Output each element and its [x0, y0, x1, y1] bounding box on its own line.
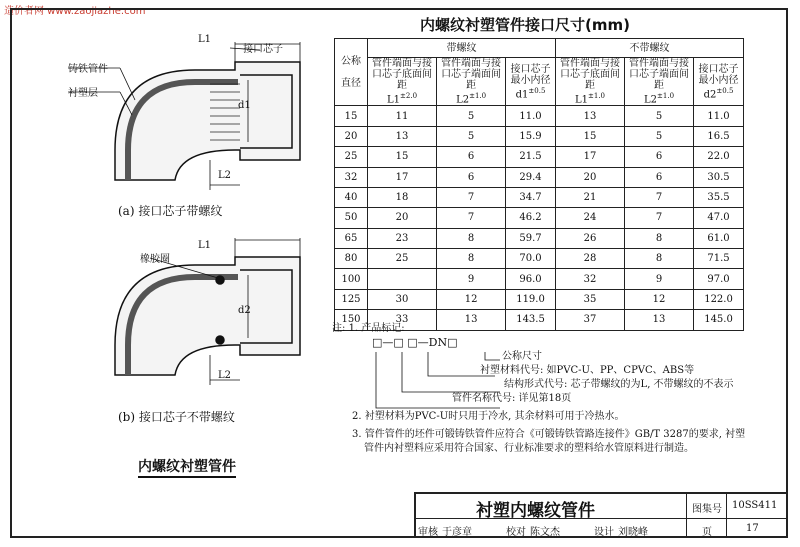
table-cell: 15 [368, 147, 437, 167]
table-cell: 12 [625, 289, 694, 309]
table-cell: 13 [555, 106, 624, 126]
table-cell: 15 [335, 106, 368, 126]
drawing-name: 衬塑内螺纹管件 [476, 501, 595, 521]
table-row [335, 106, 744, 126]
table-cell: 7 [437, 187, 506, 207]
table-cell: 9 [625, 269, 694, 289]
table-cell: 30.5 [694, 167, 744, 187]
label-l1-a: L1 [198, 34, 212, 45]
table-cell: 34.7 [506, 187, 556, 207]
label-core: 接口芯子 [243, 44, 283, 55]
watermark: 造价者网 www.zaojiazhe.com [4, 6, 146, 17]
atlas-label: 图集号 [692, 504, 722, 515]
table-cell: 13 [437, 310, 506, 330]
table-row [335, 187, 744, 207]
table-cell: 119.0 [506, 289, 556, 309]
table-cell: 11 [368, 106, 437, 126]
label-l2-a: L2 [218, 170, 232, 181]
table-cell: 47.0 [694, 208, 744, 228]
table-cell: 29.4 [506, 167, 556, 187]
table-cell: 6 [625, 167, 694, 187]
table-cell: 11.0 [694, 106, 744, 126]
table-cell: 21 [555, 187, 624, 207]
label-lining: 衬塑层 [68, 88, 98, 99]
table-cell: 6 [437, 147, 506, 167]
table-cell: 8 [625, 249, 694, 269]
table-cell: 24 [555, 208, 624, 228]
table-cell: 40 [335, 187, 368, 207]
header-l2-threaded: 管件端面与接口芯子端面间距 $L2^{\pm 1.0}$ [437, 58, 506, 106]
note-3a: 3. 管件管件的坯件可锻铸铁管件应符合《可锻铸铁管路连接件》GB/T 3287的要求, 衬塑 [352, 429, 746, 440]
table-cell: 15 [555, 126, 624, 146]
header-l1-threaded: 管件端面与接口芯子底面间距 $L1^{\pm 2.0}$ [368, 58, 437, 106]
table-cell: 61.0 [694, 228, 744, 248]
section-title: 内螺纹衬塑管件 [138, 456, 236, 478]
title-block [414, 492, 788, 538]
table-cell: 35 [555, 289, 624, 309]
table-cell: 15.9 [506, 126, 556, 146]
table-cell: 59.7 [506, 228, 556, 248]
design-label: 设计 [594, 527, 614, 538]
page-number: 17 [746, 523, 759, 534]
note-3b: 管件内衬塑料应采用符合国家、行业标准要求的塑料给水管原料进行制造。 [364, 443, 694, 454]
table-cell: 26 [555, 228, 624, 248]
table-cell: 145.0 [694, 310, 744, 330]
mark-line: □—□ □—DN□ [372, 336, 458, 349]
legend-1: 公称尺寸 [502, 351, 542, 362]
table-cell: 5 [437, 106, 506, 126]
table-cell: 80 [335, 249, 368, 269]
header-threaded: 带螺纹 [368, 39, 556, 58]
table-cell: 7 [437, 208, 506, 228]
table-cell: 25 [368, 249, 437, 269]
legend-3: 结构形式代号: 芯子带螺纹的为L, 不带螺纹的不表示 [504, 379, 734, 390]
design-name: 刘晓峰 [618, 527, 648, 538]
table-row [335, 147, 744, 167]
table-cell: 37 [555, 310, 624, 330]
table-cell: 22.0 [694, 147, 744, 167]
table-cell: 30 [368, 289, 437, 309]
caption-a: (a) 接口芯子带螺纹 [118, 204, 223, 218]
table-cell: 20 [555, 167, 624, 187]
table-cell: 122.0 [694, 289, 744, 309]
table-cell: 17 [555, 147, 624, 167]
fitting-diagram [60, 30, 330, 450]
table-cell: 23 [368, 228, 437, 248]
note-1-title: 1. 产品标记: [348, 323, 405, 334]
table-cell: 11.0 [506, 106, 556, 126]
label-iron: 铸铁管件 [68, 64, 108, 75]
atlas-number: 10SS411 [732, 500, 778, 511]
table-cell: 33 [368, 310, 437, 330]
table-cell [368, 269, 437, 289]
label-l2-b: L2 [218, 370, 232, 381]
table-row [335, 126, 744, 146]
label-l1-b: L1 [198, 240, 212, 251]
legend-4: 管件名称代号: 详见第18页 [452, 393, 572, 404]
table-cell: 100 [335, 269, 368, 289]
mark-leader-lines [360, 350, 510, 420]
table-cell: 8 [437, 249, 506, 269]
header-l2-unthreaded: 管件端面与接口芯子端面间距 $L2^{\pm 1.0}$ [625, 58, 694, 106]
header-d2: 接口芯子最小内径 $d2^{\pm 0.5}$ [694, 58, 744, 106]
notes-prefix: 注: [332, 323, 346, 334]
table-row [335, 289, 744, 309]
header-unthreaded: 不带螺纹 [555, 39, 743, 58]
header-l1-unthreaded: 管件端面与接口芯子底面间距 $L1^{\pm 1.0}$ [555, 58, 624, 106]
table-cell: 13 [625, 310, 694, 330]
table-cell: 13 [368, 126, 437, 146]
table-row [335, 269, 744, 289]
table-cell: 125 [335, 289, 368, 309]
table-cell: 32 [335, 167, 368, 187]
table-cell: 20 [368, 208, 437, 228]
table-row [335, 167, 744, 187]
table-title: 内螺纹衬塑管件接口尺寸(mm) [420, 16, 630, 34]
table-cell: 96.0 [506, 269, 556, 289]
page-label: 页 [702, 527, 712, 538]
table-cell: 16.5 [694, 126, 744, 146]
table-cell: 5 [625, 106, 694, 126]
table-cell: 21.5 [506, 147, 556, 167]
label-d2: d2 [238, 305, 251, 316]
table-cell: 25 [335, 147, 368, 167]
table-cell: 5 [625, 126, 694, 146]
check-name: 陈文杰 [530, 527, 560, 538]
table-cell: 7 [625, 208, 694, 228]
table-cell: 8 [625, 228, 694, 248]
legend-2: 衬塑材料代号: 如PVC-U、PP、CPVC、ABS等 [480, 365, 695, 376]
table-cell: 97.0 [694, 269, 744, 289]
check-label: 校对 [506, 527, 526, 538]
table-cell: 8 [437, 228, 506, 248]
table-cell: 12 [437, 289, 506, 309]
table-cell: 70.0 [506, 249, 556, 269]
table-cell: 150 [335, 310, 368, 330]
dimension-table [334, 38, 744, 331]
table-row [335, 249, 744, 269]
label-d1: d1 [238, 100, 251, 111]
table-cell: 32 [555, 269, 624, 289]
table-cell: 71.5 [694, 249, 744, 269]
table-cell: 7 [625, 187, 694, 207]
table-cell: 28 [555, 249, 624, 269]
table-cell: 65 [335, 228, 368, 248]
header-d1: 接口芯子最小内径 $d1^{\pm 0.5}$ [506, 58, 556, 106]
header-nominal: 公称 直径 [335, 39, 368, 106]
table-row [335, 208, 744, 228]
table-cell: 18 [368, 187, 437, 207]
table-cell: 50 [335, 208, 368, 228]
table-cell: 5 [437, 126, 506, 146]
table-row [335, 228, 744, 248]
table-cell: 17 [368, 167, 437, 187]
label-gasket: 橡胶圈 [140, 254, 170, 265]
table-cell: 20 [335, 126, 368, 146]
table-cell: 46.2 [506, 208, 556, 228]
review-label: 审核 [418, 527, 438, 538]
note-2: 2. 衬塑材料为PVC-U时只用于冷水, 其余材料可用于冷热水。 [352, 411, 625, 422]
table-cell: 6 [437, 167, 506, 187]
caption-b: (b) 接口芯子不带螺纹 [118, 410, 235, 424]
table-cell: 143.5 [506, 310, 556, 330]
table-cell: 35.5 [694, 187, 744, 207]
review-name: 于彦章 [442, 527, 472, 538]
table-cell: 6 [625, 147, 694, 167]
table-cell: 9 [437, 269, 506, 289]
